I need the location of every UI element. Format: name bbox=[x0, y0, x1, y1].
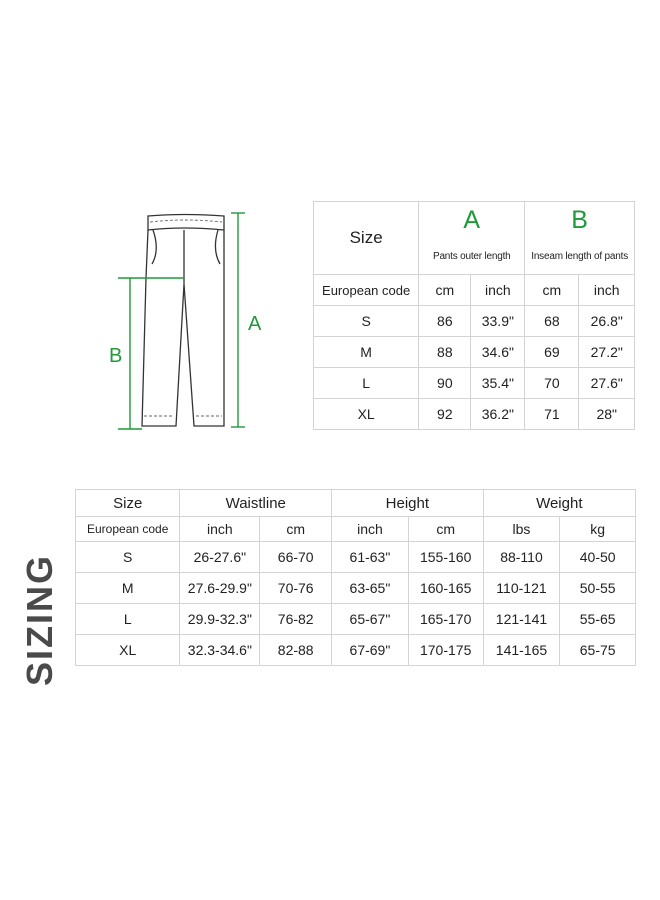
value-cell: 26.8" bbox=[579, 306, 635, 337]
value-cell: 68 bbox=[525, 306, 579, 337]
table-row bbox=[76, 604, 636, 635]
unit-header: cm bbox=[525, 275, 579, 306]
size-cell: M bbox=[76, 573, 180, 604]
unit-header: cm bbox=[419, 275, 471, 306]
value-cell: 88-110 bbox=[483, 542, 560, 573]
value-cell: 67-69" bbox=[332, 635, 409, 666]
value-cell: 92 bbox=[419, 399, 471, 430]
value-cell: 65-75 bbox=[560, 635, 636, 666]
value-cell: 26-27.6" bbox=[180, 542, 260, 573]
european-code-header: European code bbox=[314, 275, 419, 306]
value-cell: 65-67" bbox=[332, 604, 409, 635]
value-cell: 27.6-29.9" bbox=[180, 573, 260, 604]
value-cell: 32.3-34.6" bbox=[180, 635, 260, 666]
value-cell: 170-175 bbox=[408, 635, 483, 666]
value-cell: 27.6" bbox=[579, 368, 635, 399]
value-cell: 110-121 bbox=[483, 573, 560, 604]
height-header: Height bbox=[332, 490, 484, 517]
value-cell: 141-165 bbox=[483, 635, 560, 666]
value-cell: 27.2" bbox=[579, 337, 635, 368]
table-row bbox=[314, 337, 635, 368]
unit-header: kg bbox=[560, 517, 636, 542]
european-code-header: European code bbox=[76, 517, 180, 542]
value-cell: 165-170 bbox=[408, 604, 483, 635]
sizing-title: SIZING bbox=[19, 553, 60, 687]
size-cell: L bbox=[76, 604, 180, 635]
size-cell: M bbox=[314, 337, 419, 368]
unit-header: inch bbox=[180, 517, 260, 542]
table-row bbox=[314, 368, 635, 399]
value-cell: 88 bbox=[419, 337, 471, 368]
value-cell: 90 bbox=[419, 368, 471, 399]
size-cell: XL bbox=[76, 635, 180, 666]
value-cell: 61-63" bbox=[332, 542, 409, 573]
value-cell: 70-76 bbox=[260, 573, 332, 604]
value-cell: 33.9" bbox=[471, 306, 525, 337]
unit-header: cm bbox=[408, 517, 483, 542]
value-cell: 86 bbox=[419, 306, 471, 337]
measure-b-letter: B bbox=[571, 206, 588, 234]
value-cell: 34.6" bbox=[471, 337, 525, 368]
value-cell: 55-65 bbox=[560, 604, 636, 635]
size-cell: S bbox=[314, 306, 419, 337]
size-cell: L bbox=[314, 368, 419, 399]
value-cell: 63-65" bbox=[332, 573, 409, 604]
label-a: A bbox=[248, 313, 262, 335]
value-cell: 76-82 bbox=[260, 604, 332, 635]
value-cell: 29.9-32.3" bbox=[180, 604, 260, 635]
value-cell: 82-88 bbox=[260, 635, 332, 666]
measurement-table bbox=[313, 201, 635, 430]
value-cell: 70 bbox=[525, 368, 579, 399]
waistline-header: Waistline bbox=[180, 490, 332, 517]
measure-a-letter: A bbox=[463, 206, 481, 234]
unit-header: inch bbox=[579, 275, 635, 306]
value-cell: 155-160 bbox=[408, 542, 483, 573]
value-cell: 40-50 bbox=[560, 542, 636, 573]
table-row bbox=[314, 306, 635, 337]
size-header: Size bbox=[314, 202, 419, 275]
size-cell: S bbox=[76, 542, 180, 573]
value-cell: 160-165 bbox=[408, 573, 483, 604]
value-cell: 121-141 bbox=[483, 604, 560, 635]
measure-a-desc: Pants outer length bbox=[419, 238, 525, 275]
value-cell: 69 bbox=[525, 337, 579, 368]
measure-b-desc: Inseam length of pants bbox=[525, 238, 635, 275]
value-cell: 28" bbox=[579, 399, 635, 430]
unit-header: lbs bbox=[483, 517, 560, 542]
value-cell: 35.4" bbox=[471, 368, 525, 399]
value-cell: 71 bbox=[525, 399, 579, 430]
table-row bbox=[314, 399, 635, 430]
weight-header: Weight bbox=[483, 490, 635, 517]
value-cell: 50-55 bbox=[560, 573, 636, 604]
measure-a-header bbox=[419, 202, 525, 239]
measure-b-header bbox=[525, 202, 635, 239]
unit-header: inch bbox=[332, 517, 409, 542]
body-size-table bbox=[75, 489, 636, 666]
value-cell: 36.2" bbox=[471, 399, 525, 430]
table-row bbox=[76, 542, 636, 573]
table-row bbox=[76, 573, 636, 604]
label-b: B bbox=[109, 345, 123, 367]
table-row bbox=[76, 635, 636, 666]
size-cell: XL bbox=[314, 399, 419, 430]
size-header: Size bbox=[76, 490, 180, 517]
unit-header: cm bbox=[260, 517, 332, 542]
value-cell: 66-70 bbox=[260, 542, 332, 573]
pants-diagram-icon bbox=[100, 200, 270, 440]
unit-header: inch bbox=[471, 275, 525, 306]
